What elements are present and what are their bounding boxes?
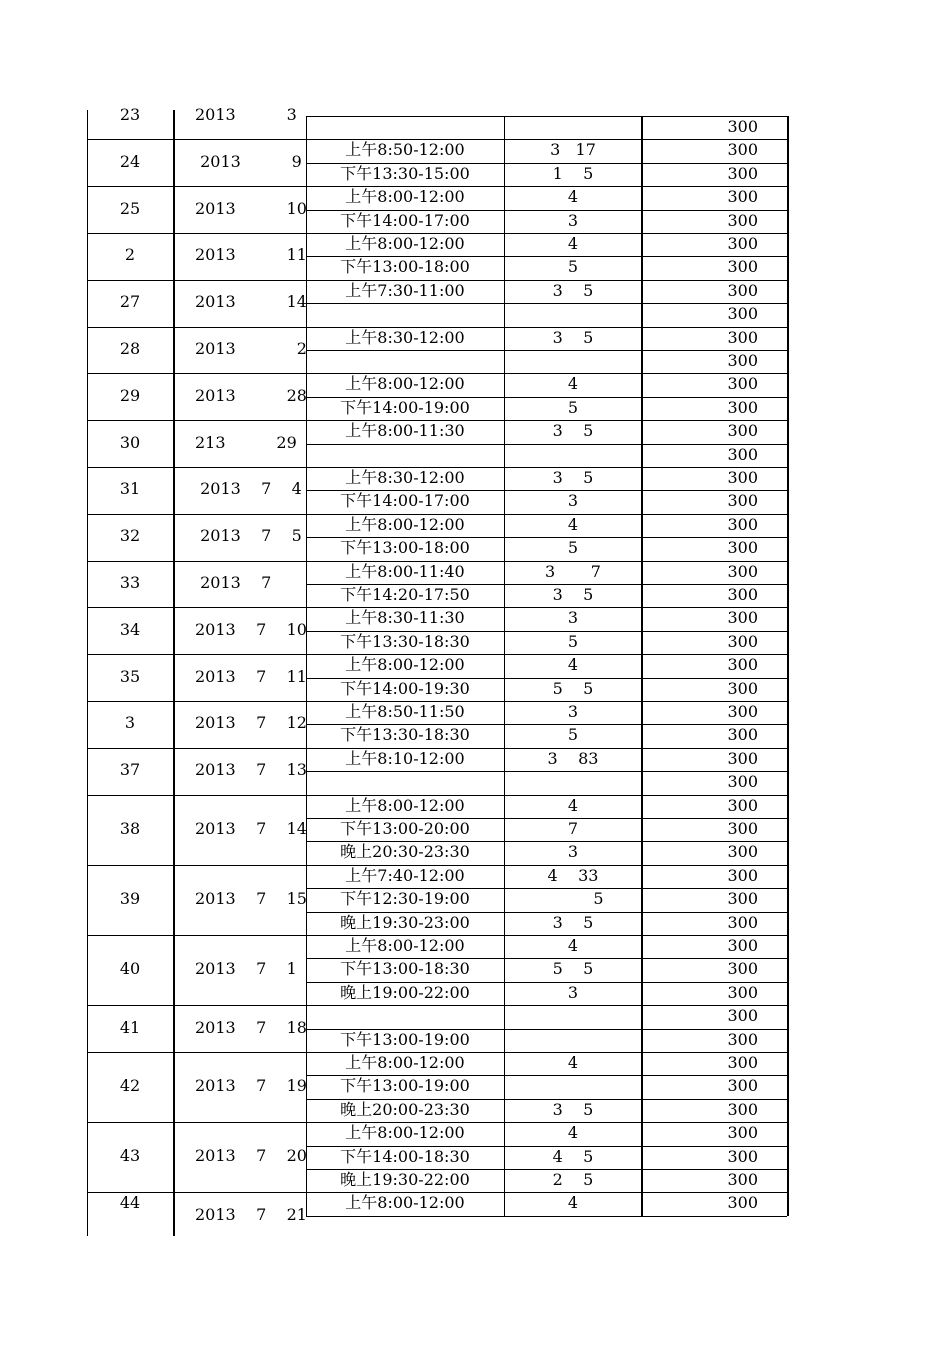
hours-value: 3 5 [552,421,594,441]
hours-value: 4 [567,936,579,955]
hours-value: 4 33 [547,865,599,885]
date-cell: 2013 7 12 [195,713,307,733]
hours-value: 3 [567,210,579,230]
time-slot: 上午8:00-12:00 [345,234,465,253]
hours-value: 5 [567,257,579,277]
date-cell: 2013 7 19 [195,1076,307,1096]
row-number: 42 [119,1076,141,1096]
time-slot: 下午13:00-18:30 [340,959,470,979]
date-cell: 2013 14 [195,292,307,312]
date-cell: 2013 7 4 [195,479,302,499]
time-slot: 下午13:00-18:00 [340,257,470,277]
row-border [87,701,306,702]
time-slot: 下午12:30-19:00 [340,889,470,909]
hours-value: 1 5 [552,163,594,183]
time-slot: 下午14:00-17:00 [340,491,470,511]
time-slot: 晚上20:00-23:30 [340,1099,470,1119]
hours-value: 3 5 [552,912,594,932]
time-slot: 下午13:00-18:00 [340,538,470,558]
time-slot: 上午7:40-12:00 [345,865,465,885]
row-border [87,280,306,281]
row-number: 39 [119,888,141,908]
date-cell: 2013 7 1 [195,959,297,979]
hours-value: 5 [542,889,604,909]
row-border [306,1216,787,1217]
time-slot: 下午14:00-19:30 [340,678,470,698]
row-number: 40 [119,959,141,979]
row-number: 43 [119,1146,141,1166]
time-slot: 上午8:00-12:00 [345,1123,465,1143]
time-slot: 上午8:10-12:00 [345,748,465,768]
amount-value: 300 [727,1099,758,1119]
amount-value: 300 [727,702,758,721]
hours-value: 4 [567,234,579,253]
row-number: 3 [124,713,136,733]
row-border [87,186,306,187]
hours-value: 2 5 [552,1170,594,1189]
column-border [787,116,789,1216]
amount-value: 300 [727,982,758,1002]
amount-value: 300 [727,1076,758,1096]
row-border [87,748,306,749]
time-slot: 上午8:30-12:00 [345,468,465,487]
hours-value: 4 [567,1193,579,1213]
date-cell: 2013 7 10 [195,619,307,639]
row-number: 38 [119,818,141,838]
hours-value: 3 [567,702,579,721]
hours-value: 3 [567,982,579,1002]
hours-value: 3 [567,491,579,511]
row-border [87,233,306,234]
hours-value: 3 7 [545,561,601,581]
hours-value: 3 83 [547,748,599,768]
row-number: 28 [119,339,141,358]
amount-value: 300 [727,444,758,464]
amount-value: 300 [727,304,758,324]
amount-value: 300 [727,140,758,160]
hours-value: 3 5 [552,280,594,300]
date-cell: 2013 7 15 [195,888,307,908]
amount-value: 300 [727,725,758,745]
amount-value: 300 [727,819,758,838]
time-slot: 上午8:30-12:00 [345,327,465,347]
row-border [87,467,306,468]
date-cell: 2013 7 20 [195,1146,307,1166]
amount-value: 300 [727,772,758,792]
date-cell: 2013 28 [195,385,307,405]
row-border [87,935,306,936]
row-number: 32 [119,526,141,546]
column-border [306,116,307,1216]
amount-value: 300 [727,397,758,417]
hours-value: 5 5 [552,959,594,979]
date-cell: 213 29 [195,432,297,452]
hours-value: 3 [567,842,579,862]
row-number: 34 [119,619,141,639]
hours-value: 7 [567,819,579,838]
hours-value: 3 [567,608,579,628]
amount-value: 300 [727,631,758,651]
row-border [87,420,306,421]
time-slot: 下午14:00-18:30 [340,1146,470,1166]
amount-value: 300 [727,374,758,394]
row-number: 31 [119,479,141,499]
row-number: 37 [119,760,141,780]
hours-value: 4 [567,187,579,207]
time-slot: 上午8:00-12:00 [345,1193,465,1213]
hours-value: 4 [567,655,579,675]
row-border [87,795,306,796]
amount-value: 300 [727,234,758,253]
amount-value: 300 [727,561,758,581]
time-slot: 上午8:00-12:00 [345,374,465,394]
row-border [87,654,306,655]
hours-value: 3 17 [550,140,596,160]
row-number: 23 [119,104,141,124]
amount-value: 300 [727,210,758,230]
amount-value: 300 [727,163,758,183]
time-slot: 晚上19:30-23:00 [340,912,470,932]
amount-value: 300 [727,748,758,768]
time-slot: 晚上19:00-22:00 [340,982,470,1002]
amount-value: 300 [727,1123,758,1143]
row-border [87,514,306,515]
time-slot: 上午8:00-12:00 [345,655,465,675]
time-slot: 上午8:00-12:00 [345,514,465,534]
row-number: 41 [119,1017,141,1037]
amount-value: 300 [727,959,758,979]
time-slot: 下午13:30-18:30 [340,725,470,745]
date-cell: 2013 7 14 [195,818,307,838]
time-slot: 下午13:00-19:00 [340,1029,470,1049]
amount-value: 300 [727,585,758,604]
hours-value: 5 [567,725,579,745]
column-border [173,110,175,1236]
amount-value: 300 [727,936,758,955]
row-border [87,1052,306,1053]
row-number: 25 [119,198,141,218]
hours-value: 4 [567,374,579,394]
hours-value: 4 [567,1123,579,1143]
amount-value: 300 [727,491,758,511]
row-border [87,139,306,140]
amount-value: 300 [727,608,758,628]
time-slot: 上午8:00-11:40 [345,561,465,581]
date-cell: 2013 10 [195,198,307,218]
amount-value: 300 [727,538,758,558]
date-cell: 2013 7 11 [195,666,307,686]
hours-value: 5 [567,538,579,558]
amount-value: 300 [727,1006,758,1026]
hours-value: 5 5 [552,678,594,698]
date-cell: 2013 3 [195,104,297,124]
hours-value: 5 [567,631,579,651]
time-slot: 上午8:00-12:00 [345,795,465,815]
date-cell: 2013 7 [195,573,272,592]
time-slot: 上午8:50-12:00 [345,140,465,160]
amount-value: 300 [727,1053,758,1072]
row-border [87,561,306,562]
amount-value: 300 [727,257,758,277]
time-slot: 晚上20:30-23:30 [340,842,470,862]
date-cell: 2013 7 21 [195,1205,307,1225]
row-number: 30 [119,432,141,452]
amount-value: 300 [727,1029,758,1049]
time-slot: 下午14:00-19:00 [340,397,470,417]
column-border [87,110,88,1236]
hours-value: 4 [567,795,579,815]
hours-value: 5 [567,397,579,417]
amount-value: 300 [727,514,758,534]
date-cell: 2013 11 [195,245,307,265]
time-slot: 晚上19:30-22:00 [340,1170,470,1189]
date-cell: 2013 7 5 [195,526,302,546]
amount-value: 300 [727,280,758,300]
time-slot: 下午13:30-18:30 [340,631,470,651]
amount-value: 300 [727,678,758,698]
row-number: 27 [119,292,141,312]
time-slot: 上午8:30-11:30 [345,608,465,628]
amount-value: 300 [727,655,758,675]
column-border [504,116,505,1216]
row-number: 33 [119,573,141,592]
time-slot: 上午8:50-11:50 [345,702,465,721]
row-border [87,865,306,866]
time-slot: 上午8:00-12:00 [345,936,465,955]
amount-value: 300 [727,912,758,932]
amount-value: 300 [727,1146,758,1166]
time-slot: 上午7:30-11:00 [345,280,465,300]
time-slot: 下午13:30-15:00 [340,163,470,183]
row-number: 2 [124,245,136,265]
time-slot: 下午13:00-20:00 [340,819,470,838]
row-number: 29 [119,385,141,405]
hours-value: 4 5 [552,1146,594,1166]
hours-value: 4 [567,1053,579,1072]
date-cell: 2013 2 [195,339,307,358]
hours-value: 4 [567,514,579,534]
row-border [87,327,306,328]
amount-value: 300 [727,1193,758,1213]
time-slot: 上午8:00-12:00 [345,187,465,207]
time-slot: 上午8:00-11:30 [345,421,465,441]
amount-value: 300 [727,1170,758,1189]
row-number: 44 [119,1193,141,1213]
time-slot: 上午8:00-12:00 [345,1053,465,1072]
row-border [87,607,306,608]
time-slot: 下午13:00-19:00 [340,1076,470,1096]
row-number: 35 [119,666,141,686]
amount-value: 300 [727,327,758,347]
hours-value: 3 5 [552,327,594,347]
amount-value: 300 [727,889,758,909]
column-border [641,116,643,1216]
amount-value: 300 [727,795,758,815]
amount-value: 300 [727,468,758,487]
amount-value: 300 [727,842,758,862]
amount-value: 300 [727,421,758,441]
date-cell: 2013 7 13 [195,760,307,780]
row-border [87,1122,306,1123]
date-cell: 2013 9 [195,151,302,171]
time-slot: 下午14:00-17:00 [340,210,470,230]
amount-value: 300 [727,187,758,207]
time-slot: 下午14:20-17:50 [340,585,470,604]
hours-value: 3 5 [552,468,594,487]
row-number: 24 [119,151,141,171]
amount-value: 300 [727,865,758,885]
amount-value: 300 [727,351,758,370]
amount-value: 300 [727,117,758,136]
date-cell: 2013 7 18 [195,1017,307,1037]
row-border [87,1005,306,1006]
row-border [87,373,306,374]
hours-value: 3 5 [552,585,594,604]
hours-value: 3 5 [552,1099,594,1119]
